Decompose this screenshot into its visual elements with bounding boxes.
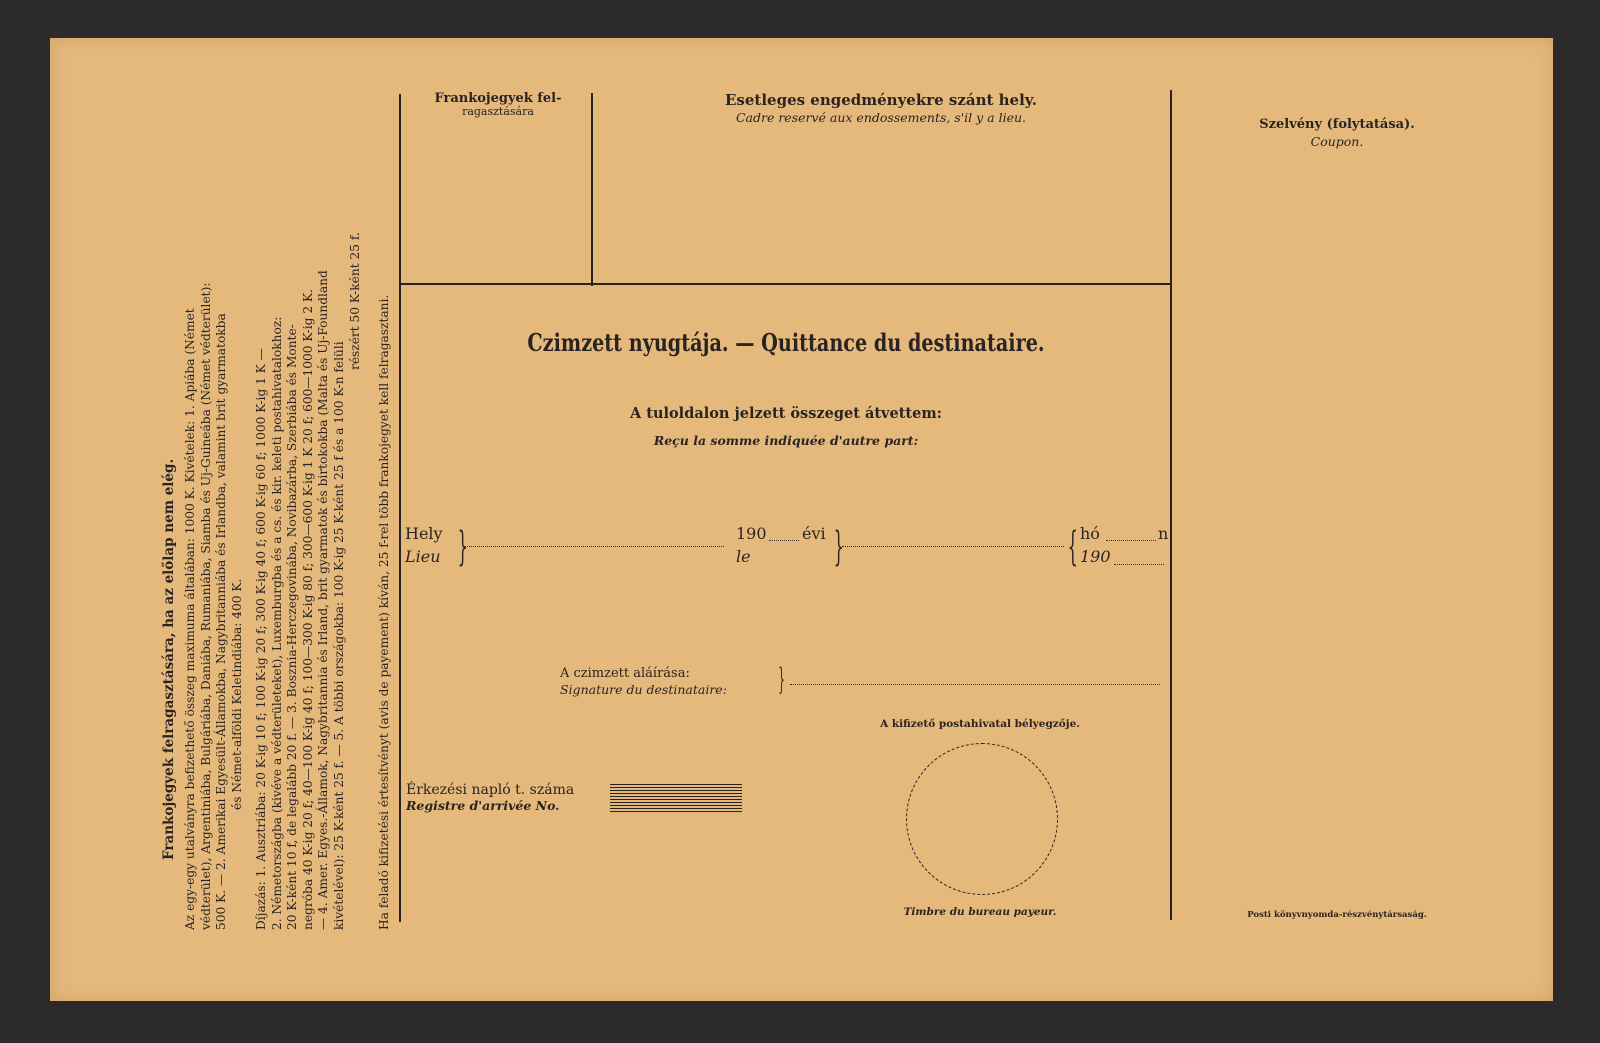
stamp-box-line2: ragasztására	[462, 105, 534, 118]
left-heading: Frankojegyek felragasztására, ha az előlap nem elég.	[161, 458, 177, 860]
timbre-label: Timbre du bureau payeur.	[903, 906, 1057, 918]
evi-label: évi	[802, 524, 826, 543]
endorsement-box	[595, 90, 1167, 126]
para1-line: 500 K. — 2. Amerikai Egyesült-Államokba, Nagybritanniába és Irlandba, valamint brit gyarmatokba	[214, 313, 229, 930]
right-divider	[1170, 90, 1172, 920]
coupon-subtitle: Coupon.	[1310, 134, 1364, 149]
left-paragraph-1	[183, 283, 245, 930]
signature-brace: }	[778, 662, 785, 697]
ho-label: hó	[1080, 524, 1100, 543]
left-paragraph-3: Ha feladó kifizetési értesítvényt (avis de payement) kíván, 25 f-rel több frankojegyet kell felragasztani.	[377, 294, 391, 930]
year-dotted-line	[769, 540, 799, 541]
endorsement-subtitle: Cadre reservé aux endossements, s'il y a lieu.	[735, 110, 1027, 125]
para2-line: 2. Németországba (kivéve a védterületeket), Luxemburgba és a cs. és kir. keleti postahivatalokhoz:	[269, 316, 284, 930]
postmark-label: A kifizető postahivatal bélyegzője.	[880, 718, 1080, 730]
stamp-box-line1: Frankojegyek fel-	[434, 91, 562, 106]
endorsement-title: Esetleges engedményekre szánt hely.	[724, 91, 1037, 109]
signature-fr: Signature du destinataire:	[560, 682, 727, 697]
lieu-label: Lieu	[405, 547, 441, 566]
printer-imprint: Posti könyvnyomda-részvénytársaság.	[1247, 910, 1427, 920]
year2-dotted-line	[1114, 564, 1164, 565]
signature-hu: A czimzett aláírása:	[560, 666, 690, 681]
para1-line: és Német-alföldi Keletindiába: 400 K.	[229, 578, 244, 810]
hely-label: Hely	[405, 524, 443, 543]
registry-fr: Registre d'arrivée No.	[406, 798, 560, 813]
receipt-title: Czimzett nyugtája. — Quittance du destinataire.	[527, 328, 1045, 357]
ho-dotted-line	[1106, 540, 1156, 541]
stamp-box-label	[408, 92, 588, 118]
left-divider	[399, 94, 401, 922]
stamp-box-divider	[591, 93, 593, 286]
left-paragraph-2	[254, 232, 363, 930]
registry-label	[406, 782, 574, 814]
date-dotted-line	[842, 546, 1064, 547]
brace-left: }	[457, 524, 468, 570]
le-label: le	[736, 547, 751, 566]
para1-line: Az egy-egy utalványra befizethető összeg maximuma általában: 1000 K. Kivételek: 1. Apiába (Német	[183, 308, 197, 930]
coupon-header	[1172, 116, 1502, 150]
year-190: 190	[736, 524, 767, 543]
para2-line: 20 K-ként 10 f, de legalább 20 f. — 3. Bosznia-Herczegovinába, Novibazárba, Szerbiába és Monte-	[285, 324, 300, 930]
top-horizontal-rule	[399, 283, 1171, 285]
registry-hu: Érkezési napló t. száma	[406, 782, 575, 798]
brace-right: {	[1067, 524, 1078, 570]
coupon-title: Szelvény (folytatása).	[1259, 117, 1415, 132]
registry-hatched-box	[610, 784, 742, 812]
para2-line: — 4. Amer. Egyes.-Államok, Nagybritannia és Irland, brit gyarmatok és birtokokba (Malta és Uj-Foundland	[316, 270, 331, 930]
para1-line: védterület), Argentiniába, Bulgáriába, Daniába, Rumaniába, Siamba és Uj-Guineába (Német védterület):	[198, 282, 213, 930]
brace-middle: }	[833, 524, 844, 570]
para2-line: részért 50 K-ként 25 f.	[347, 232, 362, 370]
para2-line: kivételével): 25 K-ként 25 f. — 5. A többi országokba: 100 K-ig 25 K-ként 25 f és a 100 K-n felüli	[331, 341, 346, 930]
signature-dotted-line	[790, 684, 1160, 685]
receipt-line-fr: Reçu la somme indiquée d'autre part:	[653, 433, 919, 448]
place-dotted-line	[464, 546, 724, 547]
signature-label	[560, 666, 727, 698]
para2-line: Díjazás: 1. Ausztriába: 20 K-ig 10 f; 100 K-ig 20 f; 300 K-ig 40 f; 600 K-ig 60 f; 1000 K-ig 1 K —	[254, 348, 268, 930]
postmark-circle	[906, 743, 1058, 895]
receipt-line-hu: A tuloldalon jelzett összeget átvettem:	[629, 405, 943, 422]
year2-190: 190	[1080, 547, 1111, 566]
n-label: n	[1158, 524, 1169, 543]
para2-line: negróba 40 K-ig 20 f; 40—100 K-ig 40 f; 100—300 K-ig 80 f; 300—600 K-ig 1 K 20 f; 600—1000 K-ig 2 K.	[300, 289, 315, 930]
money-order-back	[50, 38, 1553, 1001]
